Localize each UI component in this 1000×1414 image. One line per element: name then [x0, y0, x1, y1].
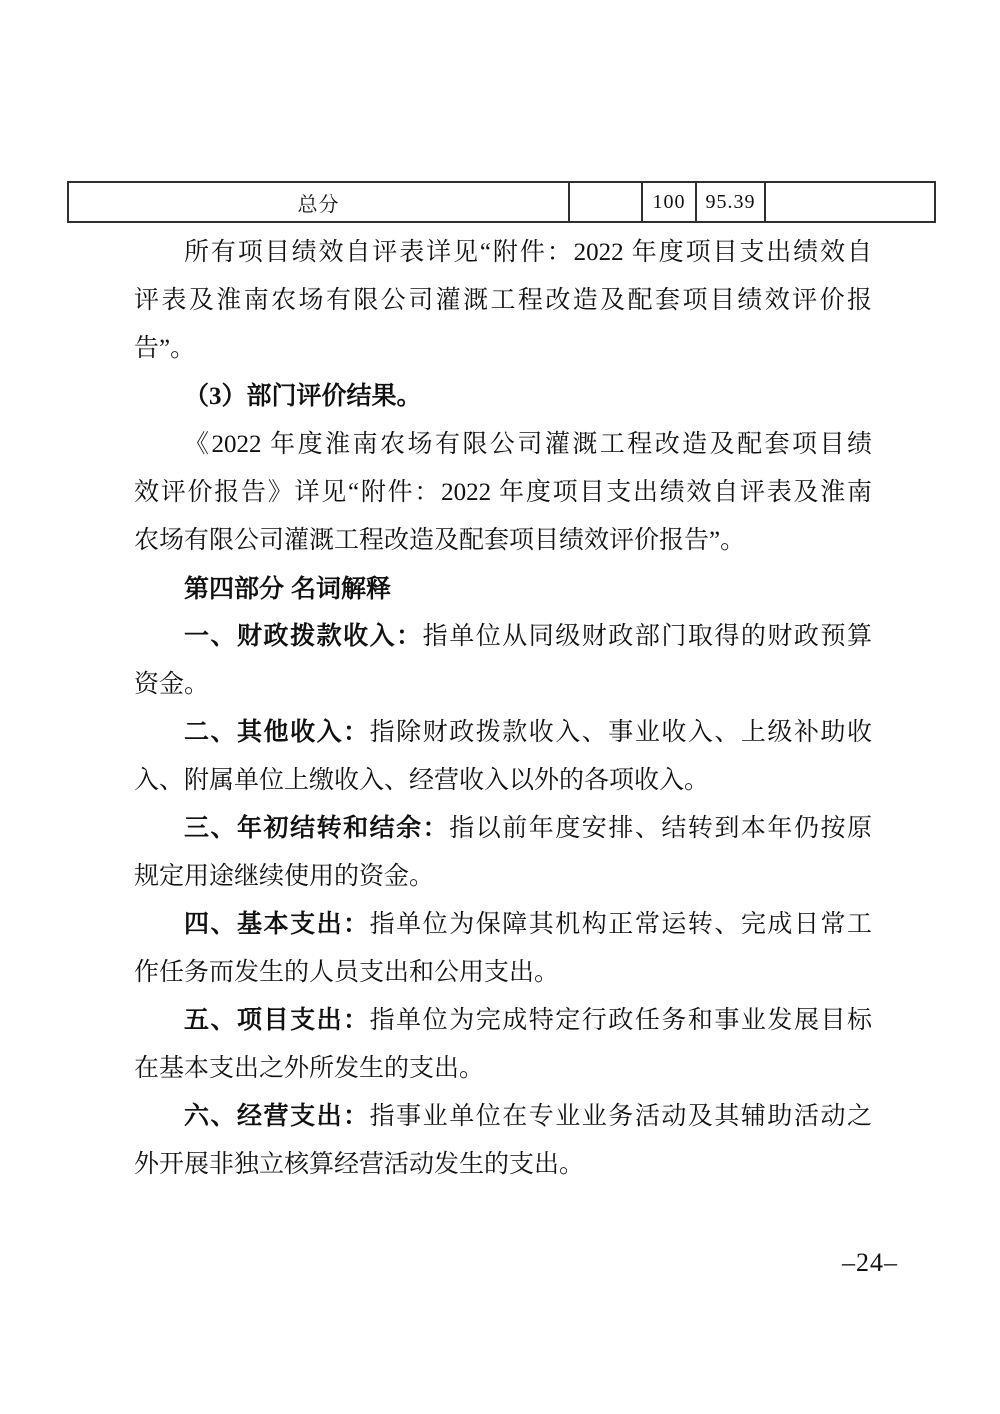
paragraph-line: 效评价报告》详见“附件：2022 年度项目支出绩效自评表及淮南	[134, 479, 872, 506]
term-5-lead: 五、项目支出：	[184, 1007, 370, 1034]
term-item-3-line-2: 规定用途继续使用的资金。	[134, 863, 435, 890]
term-6-lead: 六、经营支出：	[184, 1103, 370, 1130]
term-4-lead: 四、基本支出：	[184, 911, 370, 938]
max-score-cell: 100	[643, 183, 697, 221]
term-6-text: 指事业单位在专业业务活动及其辅助活动之	[369, 1103, 872, 1130]
heading-dept-eval-result: （3）部门评价结果。	[184, 383, 422, 410]
term-item-2-line-2: 入、附属单位上缴收入、经营收入以外的各项收入。	[134, 767, 710, 794]
score-table	[67, 181, 936, 223]
term-item-5-line-1	[134, 997, 872, 1045]
term-4-text: 指单位为保障其机构正常运转、完成日常工	[369, 911, 872, 938]
term-3-text: 指以前年度安排、结转到本年仍按原	[449, 815, 872, 842]
term-item-5-line-2: 在基本支出之外所发生的支出。	[134, 1055, 485, 1082]
term-2-text: 指除财政拨款收入、事业收入、上级补助收	[369, 719, 872, 746]
term-2-lead: 二、其他收入：	[184, 719, 370, 746]
term-item-6-line-1	[134, 1093, 872, 1141]
term-item-4-line-2: 作任务而发生的人员支出和公用支出。	[134, 959, 560, 986]
term-item-6-line-2: 外开展非独立核算经营活动发生的支出。	[134, 1151, 585, 1178]
total-score-label-cell: 总分	[69, 183, 570, 221]
document-body	[134, 229, 872, 1189]
term-1-text: 指单位从同级财政部门取得的财政预算	[422, 623, 872, 650]
page-number: –24–	[842, 1248, 898, 1277]
paragraph-line: 告”。	[134, 335, 196, 362]
paragraph-line: 评表及淮南农场有限公司灌溉工程改造及配套项目绩效评价报	[134, 287, 872, 314]
term-item-1-line-2: 资金。	[134, 671, 210, 698]
empty-cell	[570, 183, 643, 221]
note-cell	[766, 183, 934, 221]
term-item-4-line-1	[134, 901, 872, 949]
paragraph-line: 所有项目绩效自评表详见“附件：2022 年度项目支出绩效自	[184, 239, 872, 266]
term-item-2-line-1	[134, 709, 872, 757]
term-5-text: 指单位为完成特定行政任务和事业发展目标	[369, 1007, 872, 1034]
term-3-lead: 三、年初结转和结余：	[184, 815, 450, 842]
term-item-1-line-1	[134, 613, 872, 661]
heading-part4-title: 第四部分 名词解释	[184, 575, 391, 603]
score-value-cell: 95.39	[697, 183, 766, 221]
term-1-lead: 一、财政拨款收入：	[184, 623, 423, 650]
paragraph-line: 《2022 年度淮南农场有限公司灌溉工程改造及配套项目绩	[184, 431, 872, 458]
term-item-3-line-1	[134, 805, 872, 853]
paragraph-line: 农场有限公司灌溉工程改造及配套项目绩效评价报告”。	[134, 527, 746, 554]
